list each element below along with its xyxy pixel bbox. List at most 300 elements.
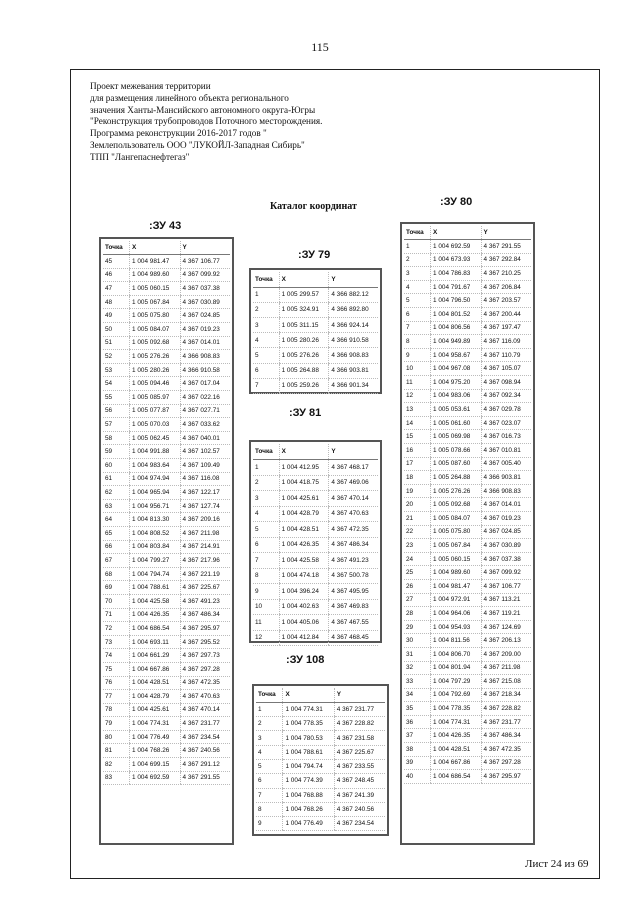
table-row <box>404 280 531 294</box>
x-cell: 1 005 075.80 <box>130 309 181 323</box>
y-cell: 4 367 472.35 <box>180 676 230 690</box>
y-cell: 4 367 209.00 <box>481 647 531 661</box>
point-cell: 7 <box>404 321 431 335</box>
point-cell: 6 <box>253 537 279 553</box>
y-cell: 4 367 024.85 <box>180 309 230 323</box>
y-cell: 4 367 211.98 <box>481 661 531 675</box>
y-cell: 4 367 295.52 <box>180 635 230 649</box>
x-cell: 1 004 474.18 <box>279 568 329 584</box>
y-cell: 4 367 037.38 <box>180 282 230 296</box>
x-cell: 1 004 965.94 <box>130 486 181 500</box>
table-row <box>256 759 385 773</box>
x-cell: 1 004 428.79 <box>279 506 329 522</box>
point-cell: 11 <box>253 615 279 631</box>
point-cell: 70 <box>103 594 130 608</box>
table-row <box>103 499 230 513</box>
point-cell: 10 <box>404 362 431 376</box>
table-row <box>103 717 230 731</box>
y-cell: 4 367 291.55 <box>180 771 230 785</box>
point-cell: 17 <box>404 457 431 471</box>
x-cell: 1 004 425.61 <box>130 703 181 717</box>
table-row <box>404 457 531 471</box>
x-cell: 1 005 276.26 <box>431 484 482 498</box>
x-cell: 1 004 425.61 <box>279 491 329 507</box>
point-cell: 23 <box>404 539 431 553</box>
x-cell: 1 005 053.61 <box>431 403 482 417</box>
point-cell: 55 <box>103 391 130 405</box>
col-point-header: Точка <box>103 241 130 255</box>
table-row <box>103 445 230 459</box>
header-line: Землепользователь ООО "ЛУКОЙЛ-Западная Сибирь" <box>90 139 305 150</box>
col-y-header: Y <box>334 688 385 702</box>
col-y-header: Y <box>329 272 378 287</box>
point-cell: 74 <box>103 649 130 663</box>
table-row <box>103 255 230 269</box>
col-x-header: X <box>130 241 181 255</box>
x-cell: 1 004 806.70 <box>431 647 482 661</box>
y-cell: 4 367 218.34 <box>481 688 531 702</box>
point-cell: 2 <box>256 717 283 731</box>
point-cell: 67 <box>103 554 130 568</box>
zu43-coordinates-table <box>103 241 230 785</box>
y-cell: 4 366 882.12 <box>329 287 378 302</box>
point-cell: 11 <box>404 376 431 390</box>
x-cell: 1 005 084.07 <box>431 511 482 525</box>
point-cell: 69 <box>103 581 130 595</box>
table-row <box>103 526 230 540</box>
point-cell: 46 <box>103 268 130 282</box>
y-cell: 4 367 234.54 <box>180 730 230 744</box>
table-row <box>103 730 230 744</box>
zu108-label: :ЗУ 108 <box>286 654 325 666</box>
point-cell: 9 <box>256 817 283 831</box>
y-cell: 4 367 122.17 <box>180 486 230 500</box>
x-cell: 1 005 060.15 <box>431 552 482 566</box>
point-cell: 66 <box>103 540 130 554</box>
x-cell: 1 004 954.93 <box>431 620 482 634</box>
table-row <box>103 404 230 418</box>
x-cell: 1 004 686.54 <box>431 770 482 784</box>
table-row <box>103 649 230 663</box>
point-cell: 4 <box>256 745 283 759</box>
table-row <box>404 348 531 362</box>
table-row <box>404 376 531 390</box>
x-cell: 1 004 667.86 <box>130 662 181 676</box>
x-cell: 1 004 791.67 <box>431 280 482 294</box>
y-cell: 4 367 014.01 <box>180 336 230 350</box>
table-row <box>103 309 230 323</box>
y-cell: 4 367 221.19 <box>180 567 230 581</box>
table-header-row <box>253 272 378 287</box>
point-cell: 52 <box>103 350 130 364</box>
point-cell: 25 <box>404 566 431 580</box>
point-cell: 7 <box>253 378 279 393</box>
table-row <box>256 702 385 716</box>
point-cell: 57 <box>103 418 130 432</box>
table-header-row <box>103 241 230 255</box>
point-cell: 7 <box>256 788 283 802</box>
page-number: 115 <box>311 40 329 54</box>
x-cell: 1 004 428.51 <box>130 676 181 690</box>
x-cell: 1 004 972.91 <box>431 593 482 607</box>
x-cell: 1 004 418.75 <box>279 475 329 491</box>
table-row <box>253 522 378 538</box>
y-cell: 4 366 901.34 <box>329 378 378 393</box>
y-cell: 4 367 468.45 <box>329 630 378 646</box>
y-cell: 4 367 231.58 <box>334 731 385 745</box>
point-cell: 78 <box>103 703 130 717</box>
y-cell: 4 367 127.74 <box>180 499 230 513</box>
table-header-row <box>256 688 385 702</box>
point-cell: 27 <box>404 593 431 607</box>
y-cell: 4 367 206.84 <box>481 280 531 294</box>
x-cell: 1 004 788.61 <box>283 745 334 759</box>
point-cell: 36 <box>404 715 431 729</box>
y-cell: 4 367 102.57 <box>180 445 230 459</box>
table-row <box>103 295 230 309</box>
point-cell: 33 <box>404 675 431 689</box>
point-cell: 54 <box>103 377 130 391</box>
point-cell: 9 <box>253 584 279 600</box>
table-row <box>404 593 531 607</box>
point-cell: 35 <box>404 702 431 716</box>
y-cell: 4 367 113.21 <box>481 593 531 607</box>
x-cell: 1 004 396.24 <box>279 584 329 600</box>
x-cell: 1 004 428.51 <box>279 522 329 538</box>
x-cell: 1 004 426.35 <box>431 729 482 743</box>
table-row <box>253 568 378 584</box>
point-cell: 3 <box>256 731 283 745</box>
table-row <box>253 630 378 646</box>
y-cell: 4 367 203.57 <box>481 294 531 308</box>
y-cell: 4 366 908.83 <box>481 484 531 498</box>
table-row <box>253 318 378 333</box>
table-row <box>404 267 531 281</box>
point-cell: 38 <box>404 743 431 757</box>
y-cell: 4 366 892.80 <box>329 302 378 317</box>
point-cell: 39 <box>404 756 431 770</box>
table-row <box>103 703 230 717</box>
table-row <box>404 308 531 322</box>
x-cell: 1 004 425.58 <box>130 594 181 608</box>
zu80-table-box <box>400 222 535 845</box>
x-cell: 1 004 778.35 <box>283 717 334 731</box>
y-cell: 4 367 109.49 <box>180 459 230 473</box>
table-header-row <box>253 444 378 460</box>
point-cell: 1 <box>256 702 283 716</box>
point-cell: 8 <box>256 802 283 816</box>
zu79-table-box <box>249 268 382 394</box>
table-row <box>404 511 531 525</box>
point-cell: 1 <box>253 460 279 476</box>
table-row <box>103 594 230 608</box>
table-row <box>404 688 531 702</box>
table-row <box>404 389 531 403</box>
point-cell: 14 <box>404 416 431 430</box>
point-cell: 49 <box>103 309 130 323</box>
zu108-coordinates-table <box>256 688 385 831</box>
y-cell: 4 367 291.55 <box>481 240 531 254</box>
x-cell: 1 004 983.64 <box>130 459 181 473</box>
x-cell: 1 005 062.45 <box>130 431 181 445</box>
table-row <box>256 802 385 816</box>
table-row <box>103 363 230 377</box>
point-cell: 30 <box>404 634 431 648</box>
table-row <box>103 567 230 581</box>
y-cell: 4 367 248.45 <box>334 774 385 788</box>
table-row <box>256 717 385 731</box>
point-cell: 4 <box>253 506 279 522</box>
x-cell: 1 005 094.46 <box>130 377 181 391</box>
x-cell: 1 004 692.59 <box>431 240 482 254</box>
y-cell: 4 367 470.14 <box>329 491 378 507</box>
y-cell: 4 367 019.23 <box>481 511 531 525</box>
y-cell: 4 366 903.81 <box>481 471 531 485</box>
header-line: значения Ханты-Мансийского автономного округа-Югры <box>90 104 316 115</box>
point-cell: 56 <box>103 404 130 418</box>
point-cell: 3 <box>253 318 279 333</box>
point-cell: 18 <box>404 471 431 485</box>
point-cell: 8 <box>253 568 279 584</box>
x-cell: 1 004 792.69 <box>431 688 482 702</box>
table-row <box>404 294 531 308</box>
y-cell: 4 367 019.23 <box>180 323 230 337</box>
y-cell: 4 367 197.47 <box>481 321 531 335</box>
x-cell: 1 005 087.60 <box>431 457 482 471</box>
point-cell: 12 <box>404 389 431 403</box>
table-row <box>404 770 531 784</box>
x-cell: 1 004 813.30 <box>130 513 181 527</box>
y-cell: 4 367 292.84 <box>481 253 531 267</box>
point-cell: 47 <box>103 282 130 296</box>
y-cell: 4 367 116.09 <box>481 335 531 349</box>
point-cell: 62 <box>103 486 130 500</box>
y-cell: 4 367 234.54 <box>334 817 385 831</box>
x-cell: 1 004 426.35 <box>130 608 181 622</box>
table-row <box>253 599 378 615</box>
point-cell: 2 <box>253 302 279 317</box>
x-cell: 1 004 774.31 <box>431 715 482 729</box>
x-cell: 1 004 808.52 <box>130 526 181 540</box>
x-cell: 1 004 667.86 <box>431 756 482 770</box>
point-cell: 9 <box>404 348 431 362</box>
point-cell: 6 <box>256 774 283 788</box>
table-row <box>404 498 531 512</box>
y-cell: 4 367 486.34 <box>329 537 378 553</box>
y-cell: 4 367 106.77 <box>180 255 230 269</box>
y-cell: 4 367 240.56 <box>334 802 385 816</box>
table-row <box>404 362 531 376</box>
header-line: Программа реконструкции 2016-2017 годов " <box>90 128 267 139</box>
y-cell: 4 367 295.97 <box>481 770 531 784</box>
y-cell: 4 367 500.78 <box>329 568 378 584</box>
point-cell: 20 <box>404 498 431 512</box>
point-cell: 6 <box>404 308 431 322</box>
table-row <box>103 418 230 432</box>
point-cell: 21 <box>404 511 431 525</box>
y-cell: 4 367 106.77 <box>481 579 531 593</box>
point-cell: 1 <box>253 287 279 302</box>
y-cell: 4 366 924.14 <box>329 318 378 333</box>
x-cell: 1 004 699.15 <box>130 758 181 772</box>
x-cell: 1 005 067.84 <box>431 539 482 553</box>
point-cell: 15 <box>404 430 431 444</box>
y-cell: 4 367 468.17 <box>329 460 378 476</box>
x-cell: 1 004 949.89 <box>431 335 482 349</box>
table-row <box>404 566 531 580</box>
table-row <box>103 608 230 622</box>
point-cell: 4 <box>404 280 431 294</box>
x-cell: 1 004 967.08 <box>431 362 482 376</box>
y-cell: 4 367 033.62 <box>180 418 230 432</box>
point-cell: 1 <box>404 240 431 254</box>
x-cell: 1 004 768.26 <box>283 802 334 816</box>
y-cell: 4 367 105.07 <box>481 362 531 376</box>
table-row <box>404 484 531 498</box>
y-cell: 4 367 110.79 <box>481 348 531 362</box>
table-row <box>404 661 531 675</box>
table-row <box>404 552 531 566</box>
y-cell: 4 367 486.34 <box>180 608 230 622</box>
zu79-label: :ЗУ 79 <box>298 249 331 261</box>
table-row <box>103 268 230 282</box>
y-cell: 4 367 241.39 <box>334 788 385 802</box>
y-cell: 4 367 024.85 <box>481 525 531 539</box>
table-row <box>253 287 378 302</box>
y-cell: 4 367 491.23 <box>329 553 378 569</box>
point-cell: 51 <box>103 336 130 350</box>
y-cell: 4 367 240.56 <box>180 744 230 758</box>
table-row <box>256 745 385 759</box>
table-row <box>103 690 230 704</box>
point-cell: 7 <box>253 553 279 569</box>
x-cell: 1 004 981.47 <box>431 579 482 593</box>
x-cell: 1 004 794.74 <box>130 567 181 581</box>
point-cell: 3 <box>253 491 279 507</box>
point-cell: 63 <box>103 499 130 513</box>
table-row <box>103 431 230 445</box>
table-row <box>404 634 531 648</box>
x-cell: 1 005 070.03 <box>130 418 181 432</box>
table-row <box>253 378 378 393</box>
y-cell: 4 367 491.23 <box>180 594 230 608</box>
x-cell: 1 004 801.52 <box>431 308 482 322</box>
y-cell: 4 367 215.08 <box>481 675 531 689</box>
point-cell: 12 <box>253 630 279 646</box>
x-cell: 1 004 426.35 <box>279 537 329 553</box>
y-cell: 4 367 206.13 <box>481 634 531 648</box>
point-cell: 13 <box>404 403 431 417</box>
table-row <box>404 756 531 770</box>
point-cell: 3 <box>404 267 431 281</box>
point-cell: 5 <box>253 522 279 538</box>
table-row <box>404 743 531 757</box>
x-cell: 1 004 661.29 <box>130 649 181 663</box>
x-cell: 1 005 060.15 <box>130 282 181 296</box>
y-cell: 4 367 472.35 <box>481 743 531 757</box>
y-cell: 4 367 029.78 <box>481 403 531 417</box>
table-row <box>256 731 385 745</box>
y-cell: 4 367 022.16 <box>180 391 230 405</box>
x-cell: 1 005 280.26 <box>130 363 181 377</box>
sheet-number: Лист 24 из 69 <box>525 858 589 870</box>
table-row <box>103 662 230 676</box>
table-row <box>404 321 531 335</box>
x-cell: 1 004 428.51 <box>431 743 482 757</box>
point-cell: 5 <box>404 294 431 308</box>
x-cell: 1 004 958.67 <box>431 348 482 362</box>
header-line: Проект межевания территории <box>90 81 211 91</box>
table-row <box>404 335 531 349</box>
y-cell: 4 367 014.01 <box>481 498 531 512</box>
y-cell: 4 367 228.82 <box>481 702 531 716</box>
x-cell: 1 004 989.60 <box>130 268 181 282</box>
point-cell: 59 <box>103 445 130 459</box>
x-cell: 1 005 078.66 <box>431 444 482 458</box>
y-cell: 4 367 211.98 <box>180 526 230 540</box>
point-cell: 19 <box>404 484 431 498</box>
point-cell: 81 <box>103 744 130 758</box>
catalog-title: Каталог координат <box>270 201 357 212</box>
table-row <box>256 817 385 831</box>
col-point-header: Точка <box>253 444 279 460</box>
zu81-table-box <box>249 440 382 643</box>
y-cell: 4 367 470.63 <box>329 506 378 522</box>
table-row <box>103 513 230 527</box>
point-cell: 61 <box>103 472 130 486</box>
table-row <box>253 553 378 569</box>
x-cell: 1 004 956.71 <box>130 499 181 513</box>
x-cell: 1 005 264.88 <box>279 363 329 378</box>
x-cell: 1 005 067.84 <box>130 295 181 309</box>
table-row <box>103 676 230 690</box>
point-cell: 71 <box>103 608 130 622</box>
y-cell: 4 367 295.97 <box>180 622 230 636</box>
x-cell: 1 005 061.60 <box>431 416 482 430</box>
point-cell: 76 <box>103 676 130 690</box>
col-x-header: X <box>431 226 482 240</box>
y-cell: 4 367 124.69 <box>481 620 531 634</box>
point-cell: 34 <box>404 688 431 702</box>
point-cell: 5 <box>253 348 279 363</box>
point-cell: 4 <box>253 333 279 348</box>
x-cell: 1 004 774.39 <box>283 774 334 788</box>
point-cell: 65 <box>103 526 130 540</box>
x-cell: 1 004 803.84 <box>130 540 181 554</box>
x-cell: 1 004 768.26 <box>130 744 181 758</box>
y-cell: 4 367 098.94 <box>481 376 531 390</box>
point-cell: 82 <box>103 758 130 772</box>
x-cell: 1 004 974.94 <box>130 472 181 486</box>
col-y-header: Y <box>180 241 230 255</box>
y-cell: 4 367 495.95 <box>329 584 378 600</box>
x-cell: 1 004 991.88 <box>130 445 181 459</box>
x-cell: 1 004 806.56 <box>431 321 482 335</box>
header-line: ТПП "Лангепаснефтегаз" <box>90 151 190 162</box>
x-cell: 1 004 975.20 <box>431 376 482 390</box>
table-row <box>404 729 531 743</box>
point-cell: 8 <box>404 335 431 349</box>
table-row <box>256 788 385 802</box>
table-row <box>253 615 378 631</box>
x-cell: 1 004 797.29 <box>431 675 482 689</box>
zu43-table-box <box>99 237 234 845</box>
table-row <box>404 715 531 729</box>
header-line: для размещения линейного объекта регионального <box>90 92 289 103</box>
y-cell: 4 367 030.89 <box>481 539 531 553</box>
zu80-coordinates-table <box>404 226 531 784</box>
table-row <box>404 430 531 444</box>
